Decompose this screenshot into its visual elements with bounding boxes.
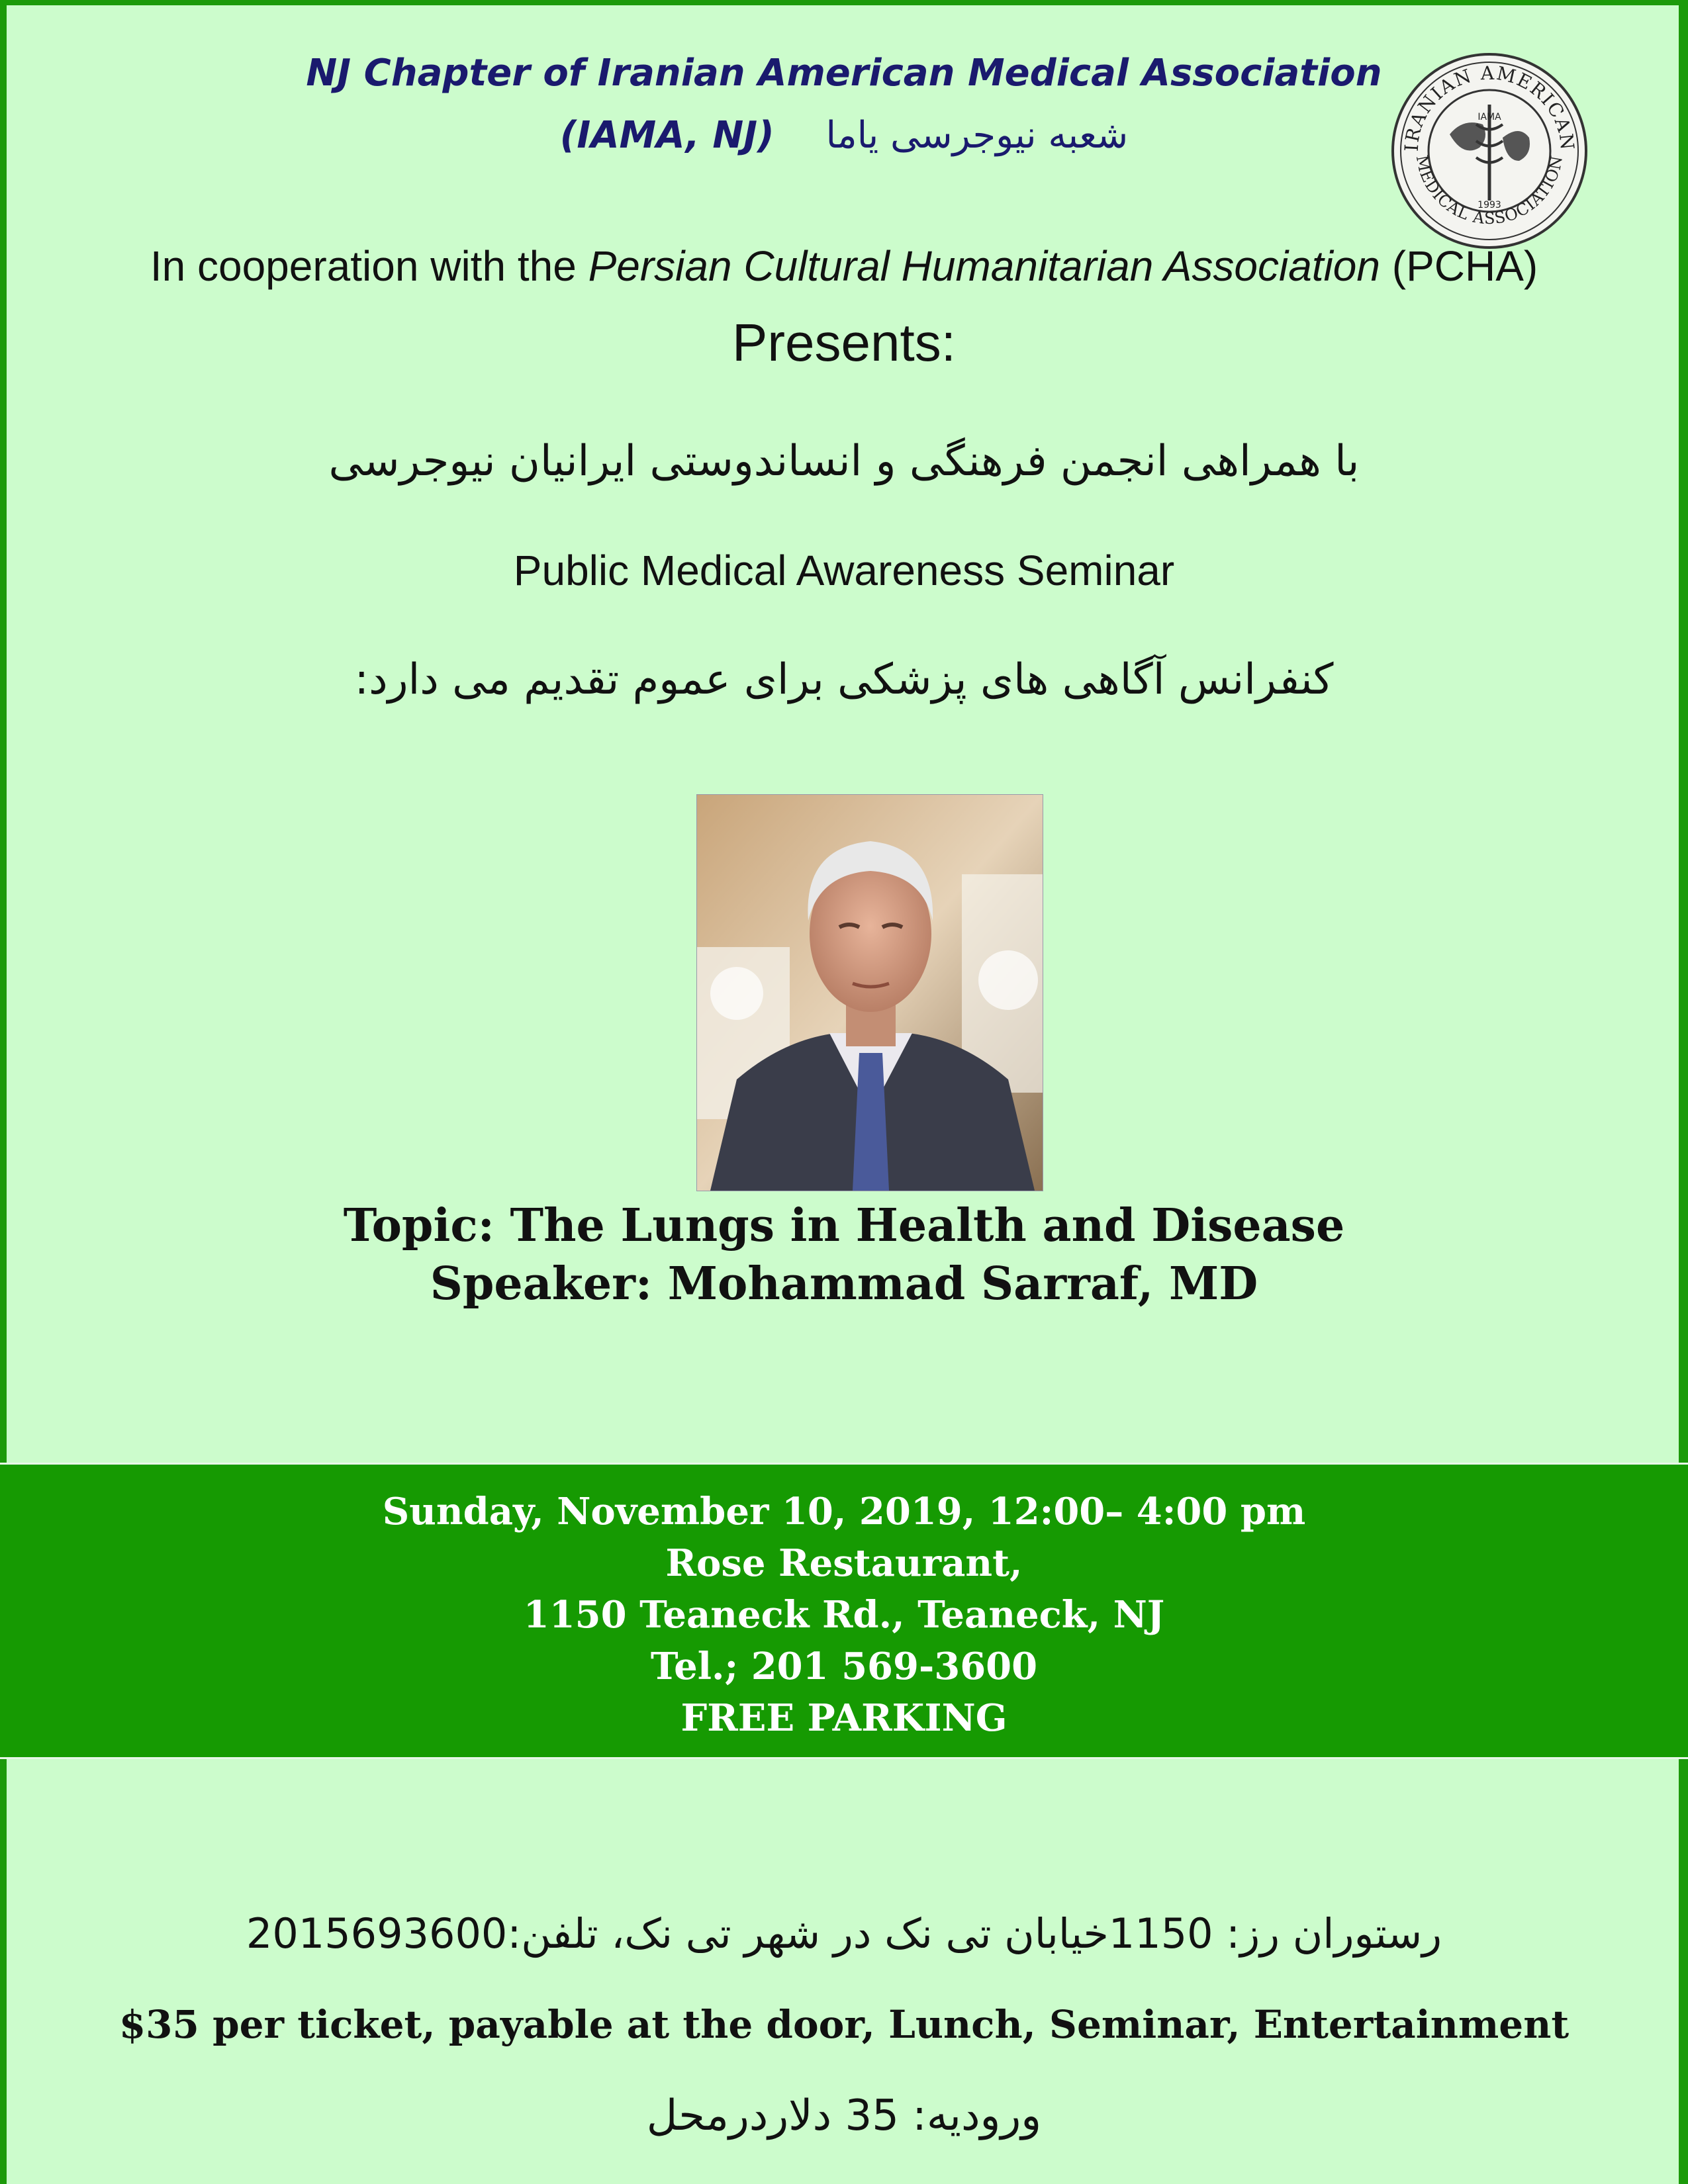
event-venue: Rose Restaurant, [665, 1541, 1023, 1585]
event-parking: FREE PARKING [680, 1696, 1008, 1740]
presents-heading: Presents: [732, 313, 956, 372]
seminar-title: Public Medical Awareness Seminar [513, 547, 1175, 594]
address-persian: رستوران رز: 1150خیابان تی نک در شهر تی نک، تلفن:2015693600 [246, 1909, 1442, 1958]
topic-line: Topic: The Lungs in Health and Disease [343, 1199, 1345, 1252]
iama-seal-logo [1390, 52, 1589, 250]
seal-top-text: IRANIAN AMERICAN [1400, 62, 1579, 153]
page-border-top [0, 0, 1688, 5]
seal-year: 1993 [1477, 200, 1501, 210]
cooperation-line: In cooperation with the Persian Cultural Humanitarian Association (PCHA) [150, 242, 1538, 290]
cooperation-persian: با همراهی انجمن فرهنگی و انساندوستی ایرانیان نیوجرسی [328, 437, 1360, 486]
partner-name: Persian Cultural Humanitarian Association [588, 242, 1380, 290]
seal-center-text: IAMA [1477, 112, 1501, 122]
event-phone: Tel.; 201 569-3600 [650, 1645, 1038, 1688]
ticket-persian: ورودیه: 35 دلاردرمحل [646, 2091, 1042, 2140]
event-date-time: Sunday, November 10, 2019, 12:00– 4:00 pm [382, 1490, 1306, 1533]
organization-title: NJ Chapter of Iranian American Medical Association [306, 52, 1382, 95]
seminar-title-persian: کنفرانس آگاهی های پزشکی برای عموم تقدیم می دارد: [354, 655, 1334, 704]
seal-bottom-text: MEDICAL ASSOCIATION [1412, 154, 1567, 228]
speaker-line: Speaker: Mohammad Sarraf, MD [430, 1257, 1258, 1310]
organization-subtitle [397, 114, 1291, 157]
event-address: 1150 Teaneck Rd., Teaneck, NJ [523, 1593, 1165, 1637]
organization-abbreviation: (IAMA, NJ) [559, 114, 774, 157]
event-details-band [0, 1463, 1688, 1759]
speaker-photo [696, 794, 1043, 1191]
ticket-info: $35 per ticket, payable at the door, Lunch, Seminar, Entertainment [118, 2002, 1570, 2047]
organization-name-persian: شعبه نیوجرسی یاما [825, 114, 1129, 157]
